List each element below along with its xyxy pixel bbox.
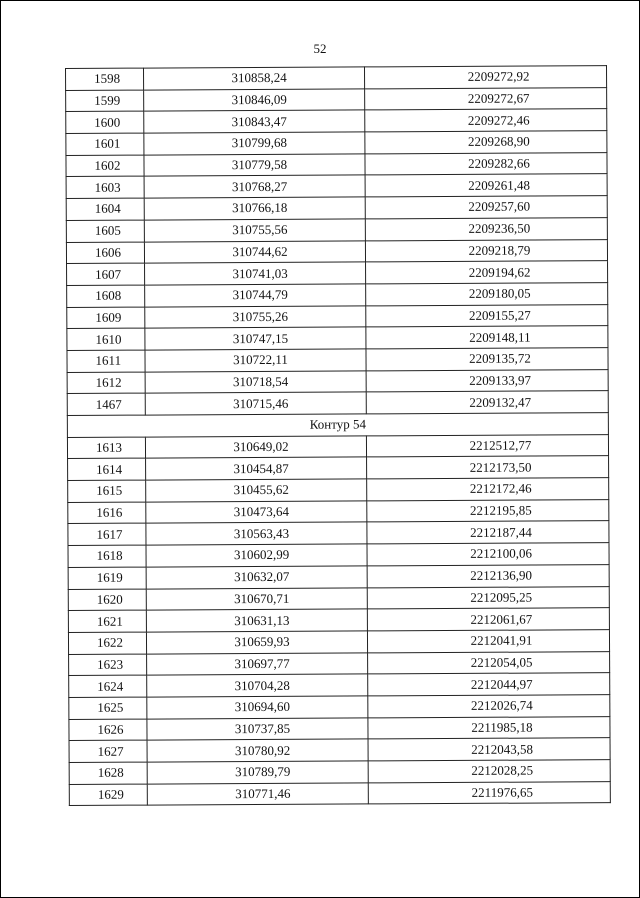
x-coordinate-cell: 310722,11 — [145, 349, 366, 372]
y-coordinate-cell: 2209135,72 — [366, 348, 608, 371]
table-row — [67, 261, 608, 286]
y-coordinate-cell: 2212173,50 — [367, 456, 609, 479]
table-row — [68, 521, 609, 546]
y-coordinate-cell: 2212026,74 — [368, 695, 610, 718]
x-coordinate-cell: 310563,43 — [146, 522, 367, 545]
y-coordinate-cell: 2209272,67 — [365, 87, 607, 110]
y-coordinate-cell: 2212041,91 — [367, 630, 609, 653]
y-coordinate-cell: 2212061,67 — [367, 608, 609, 631]
point-number-cell: 1629 — [69, 784, 147, 806]
y-coordinate-cell: 2209155,27 — [366, 304, 608, 327]
x-coordinate-cell: 310715,46 — [145, 392, 366, 415]
x-coordinate-cell: 310632,07 — [146, 566, 367, 589]
point-number-cell: 1604 — [66, 198, 144, 220]
table-row — [67, 434, 608, 459]
point-number-cell: 1617 — [68, 524, 146, 546]
table-section-after — [67, 434, 610, 806]
table-row — [67, 391, 608, 416]
point-number-cell: 1600 — [66, 111, 144, 133]
table-row — [66, 131, 607, 156]
table-row — [67, 369, 608, 394]
y-coordinate-cell: 2209218,79 — [365, 239, 607, 262]
y-coordinate-cell: 2211976,65 — [368, 781, 610, 804]
contour-header-row — [67, 413, 608, 438]
point-number-cell: 1467 — [67, 393, 145, 415]
table-row — [68, 499, 609, 524]
table-row — [69, 651, 610, 676]
point-number-cell: 1622 — [68, 632, 146, 654]
point-number-cell: 1627 — [69, 740, 147, 762]
x-coordinate-cell: 310771,46 — [147, 783, 368, 806]
x-coordinate-cell: 310694,60 — [147, 696, 368, 719]
x-coordinate-cell: 310455,62 — [146, 479, 367, 502]
y-coordinate-cell: 2212187,44 — [367, 521, 609, 544]
table-row — [69, 760, 610, 785]
table-row — [66, 239, 607, 264]
point-number-cell: 1602 — [66, 155, 144, 177]
x-coordinate-cell: 310670,71 — [146, 587, 367, 610]
table-row — [67, 348, 608, 373]
point-number-cell: 1612 — [67, 372, 145, 394]
x-coordinate-cell: 310602,99 — [146, 544, 367, 567]
y-coordinate-cell: 2209257,60 — [365, 196, 607, 219]
point-number-cell: 1619 — [68, 567, 146, 589]
table-row — [66, 66, 607, 91]
table-row — [67, 326, 608, 351]
coordinates-table — [65, 65, 611, 806]
table-row — [69, 695, 610, 720]
x-coordinate-cell: 310843,47 — [144, 110, 365, 133]
table-row — [66, 152, 607, 177]
point-number-cell: 1623 — [69, 654, 147, 676]
x-coordinate-cell: 310649,02 — [145, 436, 366, 459]
table-row — [68, 630, 609, 655]
point-number-cell: 1601 — [66, 133, 144, 155]
y-coordinate-cell: 2209272,92 — [364, 66, 606, 89]
x-coordinate-cell: 310799,68 — [144, 132, 365, 155]
y-coordinate-cell: 2209132,47 — [366, 391, 608, 414]
point-number-cell: 1598 — [66, 68, 144, 90]
x-coordinate-cell: 310744,79 — [145, 284, 366, 307]
point-number-cell: 1618 — [68, 545, 146, 567]
x-coordinate-cell: 310697,77 — [147, 652, 368, 675]
point-number-cell: 1607 — [67, 263, 145, 285]
point-number-cell: 1614 — [68, 458, 146, 480]
point-number-cell: 1624 — [69, 675, 147, 697]
y-coordinate-cell: 2212172,46 — [367, 478, 609, 501]
table-row — [69, 738, 610, 763]
table-row — [66, 174, 607, 199]
y-coordinate-cell: 2209272,46 — [365, 109, 607, 132]
table-row — [67, 304, 608, 329]
point-number-cell: 1610 — [67, 328, 145, 350]
y-coordinate-cell: 2212054,05 — [368, 651, 610, 674]
table-row — [66, 87, 607, 112]
x-coordinate-cell: 310755,26 — [145, 305, 366, 328]
y-coordinate-cell: 2209148,11 — [366, 326, 608, 349]
point-number-cell: 1621 — [68, 610, 146, 632]
contour-header-section — [67, 413, 608, 438]
y-coordinate-cell: 2209282,66 — [365, 152, 607, 175]
table-row — [68, 586, 609, 611]
point-number-cell: 1599 — [66, 90, 144, 112]
x-coordinate-cell: 310454,87 — [146, 457, 367, 480]
x-coordinate-cell: 310768,27 — [144, 175, 365, 198]
table-section-before — [66, 66, 609, 416]
x-coordinate-cell: 310755,56 — [144, 219, 365, 242]
x-coordinate-cell: 310631,13 — [146, 609, 367, 632]
page-number: 52 — [313, 41, 327, 56]
point-number-cell: 1606 — [66, 242, 144, 264]
x-coordinate-cell: 310718,54 — [145, 371, 366, 394]
y-coordinate-cell: 2209133,97 — [366, 369, 608, 392]
table-row — [69, 716, 610, 741]
table-row — [68, 608, 609, 633]
x-coordinate-cell: 310779,58 — [144, 154, 365, 177]
point-number-cell: 1608 — [67, 285, 145, 307]
table-row — [69, 673, 610, 698]
x-coordinate-cell: 310741,03 — [145, 262, 366, 285]
table-row — [66, 196, 607, 221]
y-coordinate-cell: 2209261,48 — [365, 174, 607, 197]
point-number-cell: 1615 — [68, 480, 146, 502]
y-coordinate-cell: 2209236,50 — [365, 217, 607, 240]
y-coordinate-cell: 2211985,18 — [368, 716, 610, 739]
x-coordinate-cell: 310659,93 — [146, 631, 367, 654]
x-coordinate-cell: 310704,28 — [147, 674, 368, 697]
y-coordinate-cell: 2212136,90 — [367, 564, 609, 587]
point-number-cell: 1620 — [68, 589, 146, 611]
x-coordinate-cell: 310766,18 — [144, 197, 365, 220]
point-number-cell: 1628 — [69, 762, 147, 784]
x-coordinate-cell: 310737,85 — [147, 718, 368, 741]
y-coordinate-cell: 2212044,97 — [368, 673, 610, 696]
table-row — [68, 543, 609, 568]
table-row — [68, 564, 609, 589]
y-coordinate-cell: 2212100,06 — [367, 543, 609, 566]
table-row — [67, 283, 608, 308]
x-coordinate-cell: 310789,79 — [147, 761, 368, 784]
point-number-cell: 1603 — [66, 177, 144, 199]
x-coordinate-cell: 310473,64 — [146, 501, 367, 524]
point-number-cell: 1626 — [69, 719, 147, 741]
x-coordinate-cell: 310747,15 — [145, 327, 366, 350]
x-coordinate-cell: 310780,92 — [147, 739, 368, 762]
point-number-cell: 1611 — [67, 350, 145, 372]
table-row — [68, 456, 609, 481]
contour-label: Контур 54 — [67, 413, 608, 438]
table-row — [66, 109, 607, 134]
y-coordinate-cell: 2209268,90 — [365, 131, 607, 154]
point-number-cell: 1616 — [68, 502, 146, 524]
point-number-cell: 1613 — [67, 437, 145, 459]
y-coordinate-cell: 2212028,25 — [368, 760, 610, 783]
x-coordinate-cell: 310858,24 — [144, 67, 365, 90]
point-number-cell: 1609 — [67, 307, 145, 329]
table-row — [68, 478, 609, 503]
y-coordinate-cell: 2212095,25 — [367, 586, 609, 609]
point-number-cell: 1625 — [69, 697, 147, 719]
y-coordinate-cell: 2212512,77 — [366, 434, 608, 457]
table-row — [69, 781, 610, 806]
y-coordinate-cell: 2212195,85 — [367, 499, 609, 522]
x-coordinate-cell: 310744,62 — [144, 240, 365, 263]
y-coordinate-cell: 2212043,58 — [368, 738, 610, 761]
point-number-cell: 1605 — [66, 220, 144, 242]
table-row — [66, 217, 607, 242]
y-coordinate-cell: 2209180,05 — [366, 283, 608, 306]
x-coordinate-cell: 310846,09 — [144, 89, 365, 112]
y-coordinate-cell: 2209194,62 — [366, 261, 608, 284]
